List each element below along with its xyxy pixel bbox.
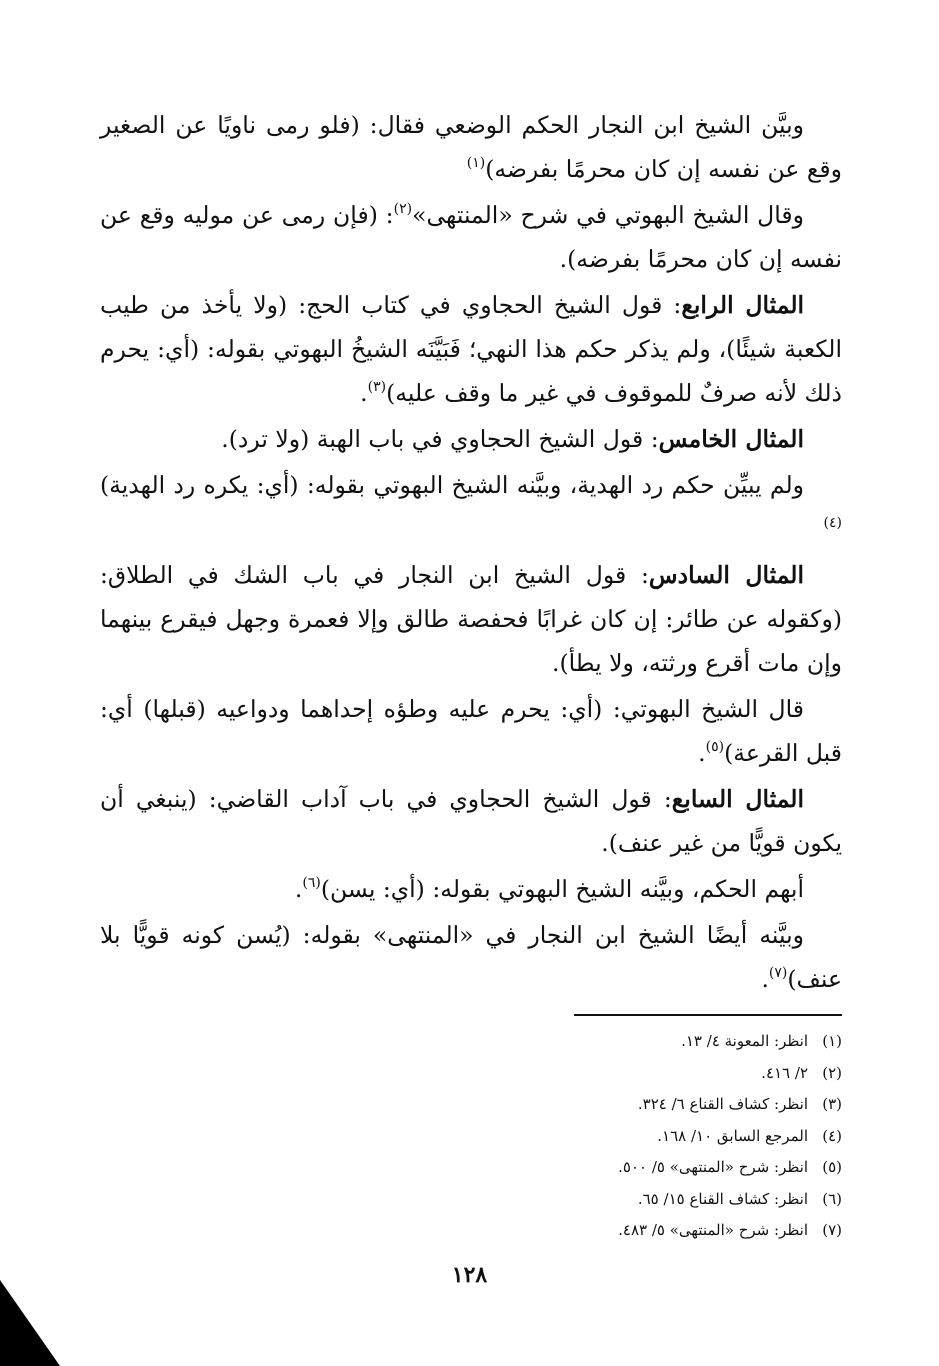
- footnote-item: [422, 1058, 842, 1090]
- paragraph-3: [100, 283, 842, 415]
- paragraph-tail: .: [698, 739, 706, 767]
- footnote-item: [422, 1184, 842, 1216]
- footnote-number: (٦): [822, 1189, 842, 1208]
- paragraph-8: [100, 777, 842, 865]
- paragraph-text: قال الشيخ البهوتي: (أي: يحرم عليه وطؤه إحداهما ودواعيه (قبلها) أي: قبل القرعة): [100, 695, 842, 767]
- paragraph-lead: المثال الخامس: [658, 425, 804, 453]
- footnote-text: انظر: كشاف القناع ١٥/ ٦٥.: [637, 1189, 808, 1208]
- paragraph-tail: .: [761, 965, 769, 993]
- paragraph-lead: المثال السادس: [648, 561, 804, 589]
- page-number: ١٢٨: [451, 1262, 488, 1288]
- footnote-number: (١): [822, 1032, 842, 1050]
- paragraph-9: [100, 867, 842, 911]
- paragraph-text: : قول الشيخ ابن النجار في باب الشك في الطلاق: (وكقوله عن طائر: إن كان غرابًا فحفصة طالق وإلا فعمرة وجهل فيقرع بينهما وإن مات أقرع ورثته، ولا يطأ).: [100, 561, 842, 677]
- footnote-item: [422, 1089, 842, 1121]
- paragraph-text: وبيَّن الشيخ ابن النجار الحكم الوضعي فقال: (فلو رمى ناويًا عن الصغير وقع عن نفسه إن كان محرمًا بفرضه): [100, 111, 842, 183]
- scan-corner-shadow: [0, 1280, 60, 1366]
- footnote-item: [422, 1121, 842, 1153]
- paragraph-text: : قول الشيخ الحجاوي في باب آداب القاضي: (ينبغي أن يكون قويًّا من غير عنف).: [100, 785, 842, 857]
- footnote-item: [422, 1152, 842, 1184]
- paragraph-lead: المثال السابع: [671, 785, 804, 813]
- footnote-ref[interactable]: (٦): [302, 875, 321, 891]
- footnote-ref[interactable]: (٧): [768, 965, 788, 981]
- footnote-number: (٣): [822, 1095, 842, 1113]
- paragraph-text: أبهم الحكم، وبيَّنه الشيخ البهوتي بقوله: (أي: يسن): [320, 875, 804, 903]
- footnote-item: [422, 1026, 842, 1058]
- footnote-text: انظر: شرح «المنتهى» ٥/ ٤٨٣.: [618, 1221, 808, 1239]
- paragraph-2: [100, 193, 842, 281]
- paragraph-7: [100, 687, 842, 775]
- footnote-ref[interactable]: (٢): [393, 201, 413, 217]
- footnote-number: (٥): [822, 1158, 842, 1176]
- footnote-item: [422, 1215, 842, 1247]
- paragraph-text: وقال الشيخ البهوتي في شرح «المنتهى»: [412, 201, 804, 229]
- paragraph-10: [100, 913, 842, 1001]
- paragraph-text: : قول الشيخ الحجاوي في باب الهبة (ولا ترد).: [221, 425, 659, 453]
- paragraph-text: وبيَّنه أيضًا الشيخ ابن النجار في «المنتهى» بقوله: (يُسن كونه قويًّا بلا عنف): [100, 921, 842, 993]
- footnote-ref[interactable]: (٣): [367, 379, 387, 395]
- page-body: [100, 103, 842, 1003]
- footnote-ref[interactable]: (٥): [705, 739, 725, 755]
- paragraph-text: ولم يبيِّن حكم رد الهدية، وبيَّنه الشيخ البهوتي بقوله: (أي: يكره رد الهدية): [100, 471, 804, 499]
- paragraph-text: : قول الشيخ الحجاوي في كتاب الحج: (ولا يأخذ من طيب الكعبة شيئًا)، ولم يذكر حكم هذا النهي؛ فَبَيَّنَه الشيخُ البهوتي بقوله: (أي: يحرم ذلك لأنه صرفٌ للموقوف في غير ما وقف عليه): [100, 291, 842, 407]
- footnote-number: (٢): [822, 1063, 842, 1082]
- footnote-text: المرجع السابق ١٠/ ١٦٨.: [657, 1126, 808, 1145]
- paragraph-5: [100, 463, 842, 551]
- paragraph-tail: .: [360, 379, 368, 407]
- footnote-text: انظر: المعونة ٤/ ١٣.: [681, 1032, 808, 1050]
- footnotes-list: [422, 1026, 842, 1247]
- footnote-ref[interactable]: (١): [466, 155, 486, 171]
- footnote-ref[interactable]: (٤): [823, 515, 842, 531]
- paragraph-tail: : (فإن رمى عن موليه وقع عن نفسه إن كان محرمًا بفرضه).: [100, 201, 842, 273]
- paragraph-4: [100, 417, 842, 461]
- paragraph-1: [100, 103, 842, 191]
- footnote-text: ٢/ ٤١٦.: [761, 1063, 808, 1082]
- paragraph-tail: .: [294, 875, 303, 903]
- footnote-number: (٤): [822, 1126, 842, 1145]
- footnote-divider: [574, 1014, 842, 1016]
- footnote-text: انظر: شرح «المنتهى» ٥/ ٥٠٠.: [618, 1158, 808, 1176]
- paragraph-lead: المثال الرابع: [681, 291, 805, 319]
- paragraph-6: [100, 553, 842, 685]
- footnote-text: انظر: كشاف القناع ٦/ ٣٢٤.: [637, 1095, 808, 1113]
- footnote-number: (٧): [822, 1221, 842, 1239]
